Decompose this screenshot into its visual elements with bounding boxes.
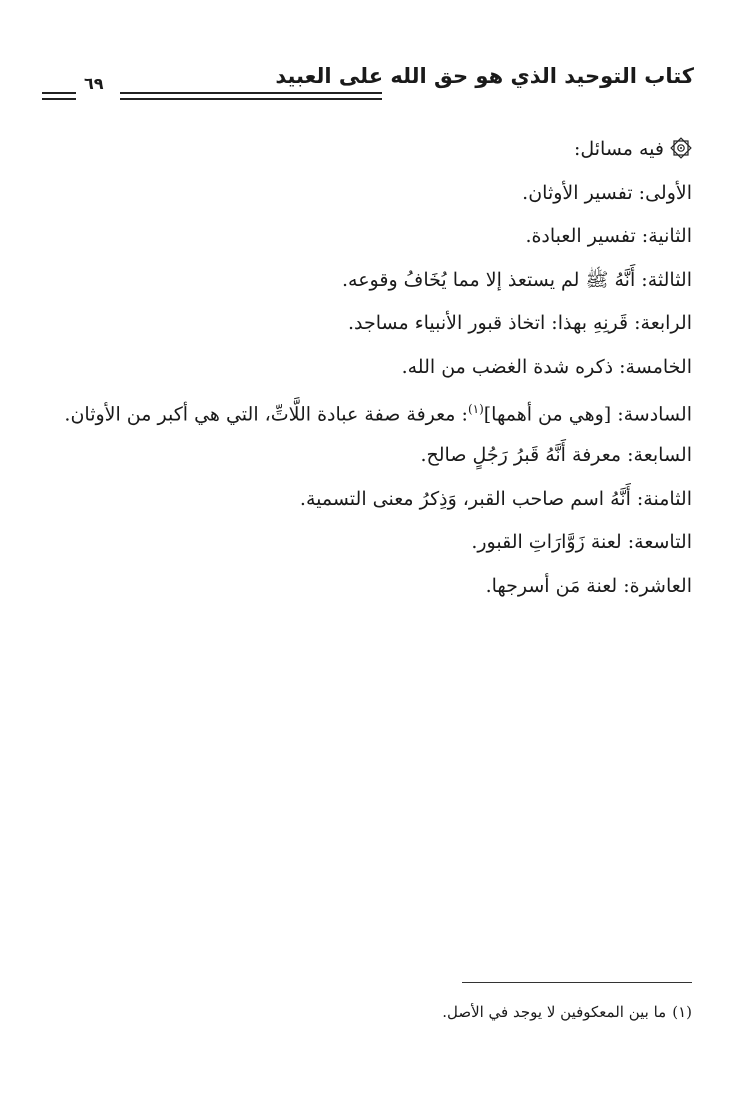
page-body [50, 128, 692, 608]
item-text: : معرفة صفة عبادة اللَّاتِّ، التي هي أكبر من الأوثان. [64, 403, 468, 426]
header-rule [42, 98, 76, 100]
header-rule [120, 92, 382, 94]
list-item: الخامسة: ذكره شدة الغضب من الله. [401, 355, 692, 378]
lead-line [50, 128, 692, 172]
footnote-reference: (١) [467, 402, 484, 416]
list-item: التاسعة: لعنة زَوَّارَاتِ القبور. [471, 531, 692, 554]
list-item: الثانية: تفسير العبادة. [525, 225, 692, 247]
page-header [42, 64, 694, 104]
header-rule [42, 92, 76, 94]
book-title: كتاب التوحيد الذي هو حق الله على العبيد [275, 64, 694, 88]
footnote-mark: (١) [672, 1003, 692, 1021]
footnote-divider [462, 982, 692, 983]
page-number: ٦٩ [84, 74, 104, 93]
flower-ornament-icon [670, 137, 692, 159]
list-item [50, 389, 692, 434]
list-item: السابعة: معرفة أَنَّهُ قَبرُ رَجُلٍ صالح. [420, 444, 692, 467]
list-item: العاشرة: لعنة مَن أسرجها. [485, 574, 692, 597]
list-item: الرابعة: قَرنِهِ بهذا: اتخاذ قبور الأنبياء مساجد. [347, 312, 692, 334]
item-text: السادسة: [وهي من أهمها] [483, 403, 692, 426]
footnote [442, 1003, 692, 1021]
lead-text: فيه مسائل: [573, 138, 664, 160]
list-item: الأولى: تفسير الأوثان. [522, 181, 692, 204]
header-rule [120, 98, 382, 100]
footnote-text: ما بين المعكوفين لا يوجد في الأصل. [442, 1003, 667, 1021]
list-item: الثالثة: أَنَّهُ ﷺ لم يستعذ إلا مما يُخَافُ وقوعه. [341, 268, 692, 291]
list-item: الثامنة: أَنَّهُ اسم صاحب القبر، وَذِكرُ معنى التسمية. [299, 487, 692, 510]
